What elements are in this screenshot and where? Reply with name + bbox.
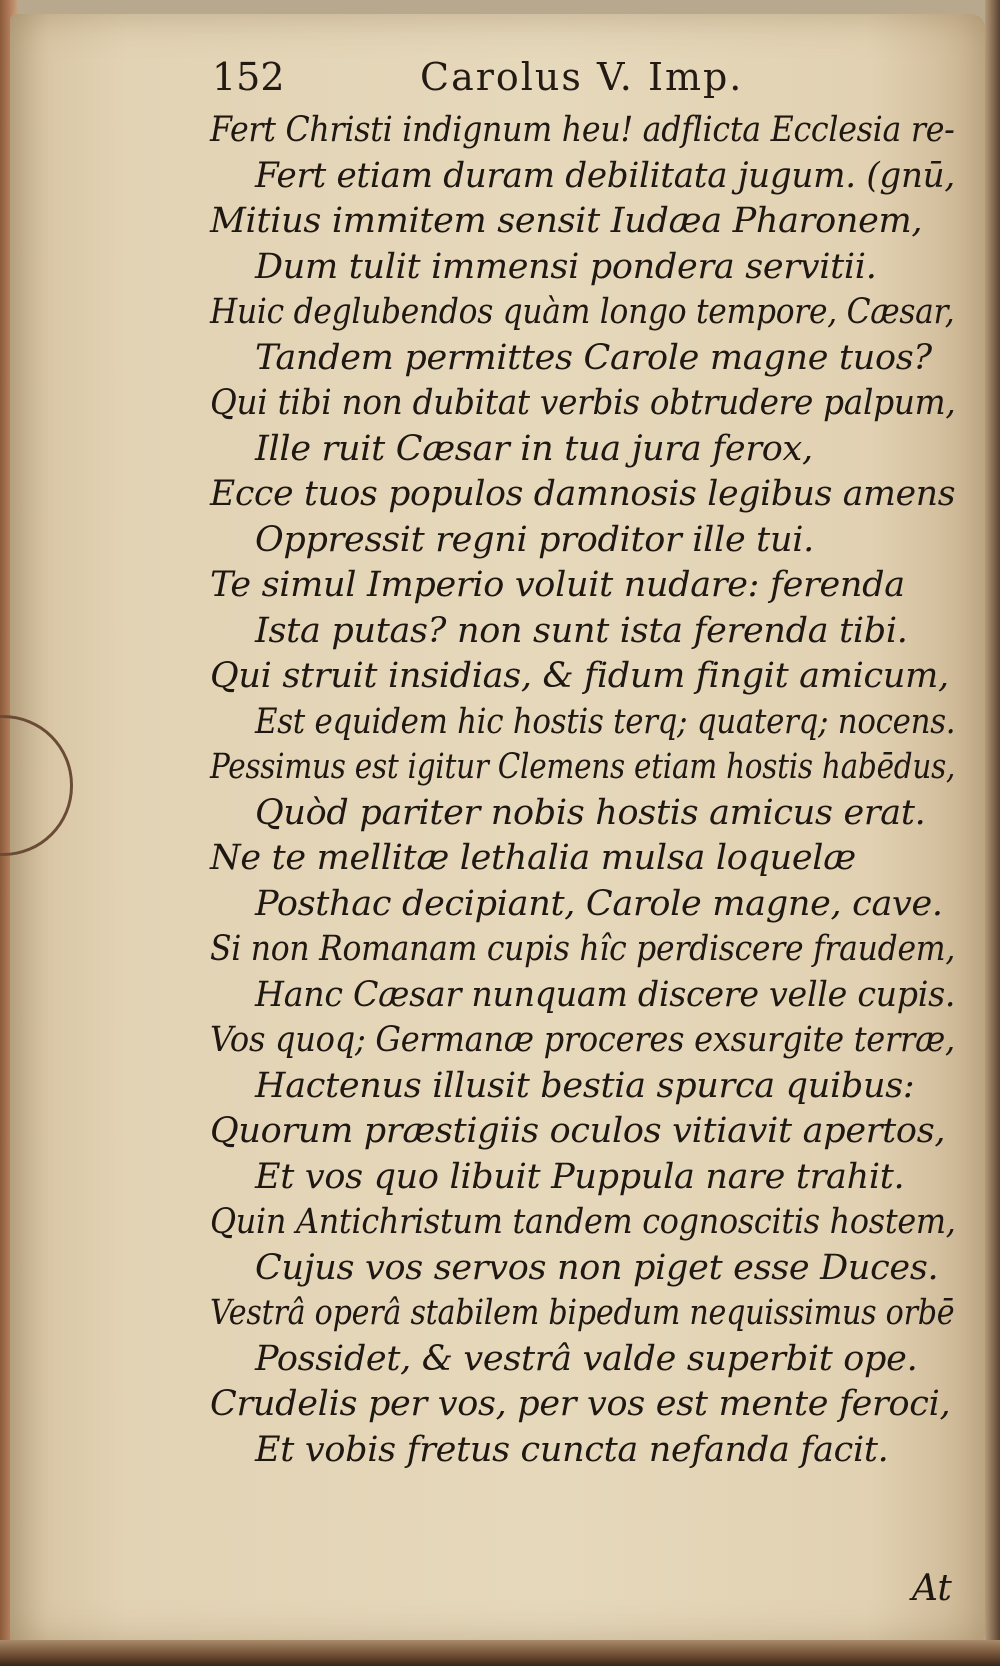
poem-line-indented: Quòd pariter nobis hostis amicus erat. — [255, 792, 926, 833]
poem-line-indented: Cujus vos servos non piget esse Duces. — [255, 1247, 939, 1288]
poem-line-indented: Dum tulit immensi pondera servitii. — [255, 246, 877, 287]
poem-line: Si non Romanam cupis hîc perdiscere fraudem, — [210, 929, 956, 969]
page-bottom-edge — [0, 1640, 1000, 1666]
poem-line: Fert Christi indignum heu! adflicta Ecclesia re- — [210, 110, 955, 150]
poem-line-indented: Est equidem hic hostis terq; quaterq; nocens. — [255, 701, 956, 742]
poem-line: Vos quoq; Germanæ proceres exsurgite terræ, — [210, 1020, 955, 1060]
poem-line-indented: Hanc Cæsar nunquam discere velle cupis. — [255, 974, 956, 1015]
poem-line-indented: Et vobis fretus cuncta nefanda facit. — [255, 1429, 889, 1470]
poem-line-indented: Tandem permittes Carole magne tuos? — [255, 337, 932, 378]
page-number: 152 — [212, 55, 285, 99]
poem-line: Ecce tuos populos damnosis legibus amens — [210, 474, 956, 514]
poem-line: Quin Antichristum tandem cognoscitis hostem, — [210, 1202, 956, 1242]
running-head: Carolus V. Imp. — [420, 55, 744, 99]
poem-line: Te simul Imperio voluit nudare: ferenda — [210, 565, 905, 605]
poem-line: Qui tibi non dubitat verbis obtrudere palpum, — [210, 383, 956, 423]
poem-line: Vestrâ operâ stabilem bipedum nequissimus orbē — [210, 1293, 955, 1333]
poem-line-indented: Posthac decipiant, Carole magne, cave. — [255, 883, 943, 924]
poem-line: Ne te mellitæ lethalia mulsa loquelæ — [210, 838, 856, 878]
poem-line: Mitius immitem sensit Iudæa Pharonem, — [210, 201, 923, 241]
catchword: At — [912, 1568, 952, 1609]
poem-line-indented: Hactenus illusit bestia spurca quibus: — [255, 1065, 915, 1106]
page-right-edge — [985, 0, 1000, 1666]
poem-line-indented: Possidet, & vestrâ valde superbit ope. — [255, 1338, 918, 1379]
page-header — [0, 52, 1000, 102]
poem-line-indented: Fert etiam duram debilitata jugum. (gnū, — [255, 155, 955, 196]
poem-line-indented: Et vos quo libuit Puppula nare trahit. — [255, 1156, 905, 1197]
poem-line: Huic deglubendos quàm longo tempore, Cæsar, — [210, 292, 955, 332]
poem-line-indented: Ista putas? non sunt ista ferenda tibi. — [255, 610, 908, 651]
poem-line: Crudelis per vos, per vos est mente feroci, — [210, 1384, 951, 1424]
poem-line: Pessimus est igitur Clemens etiam hostis habēdus, — [210, 747, 956, 787]
poem-line: Quorum præstigiis oculos vitiavit apertos, — [210, 1111, 946, 1151]
poem-line-indented: Oppressit regni proditor ille tui. — [255, 519, 814, 560]
poem-line: Qui struit insidias, & fidum fingit amicum, — [210, 656, 949, 696]
poem-line-indented: Ille ruit Cæsar in tua jura ferox, — [255, 428, 813, 469]
